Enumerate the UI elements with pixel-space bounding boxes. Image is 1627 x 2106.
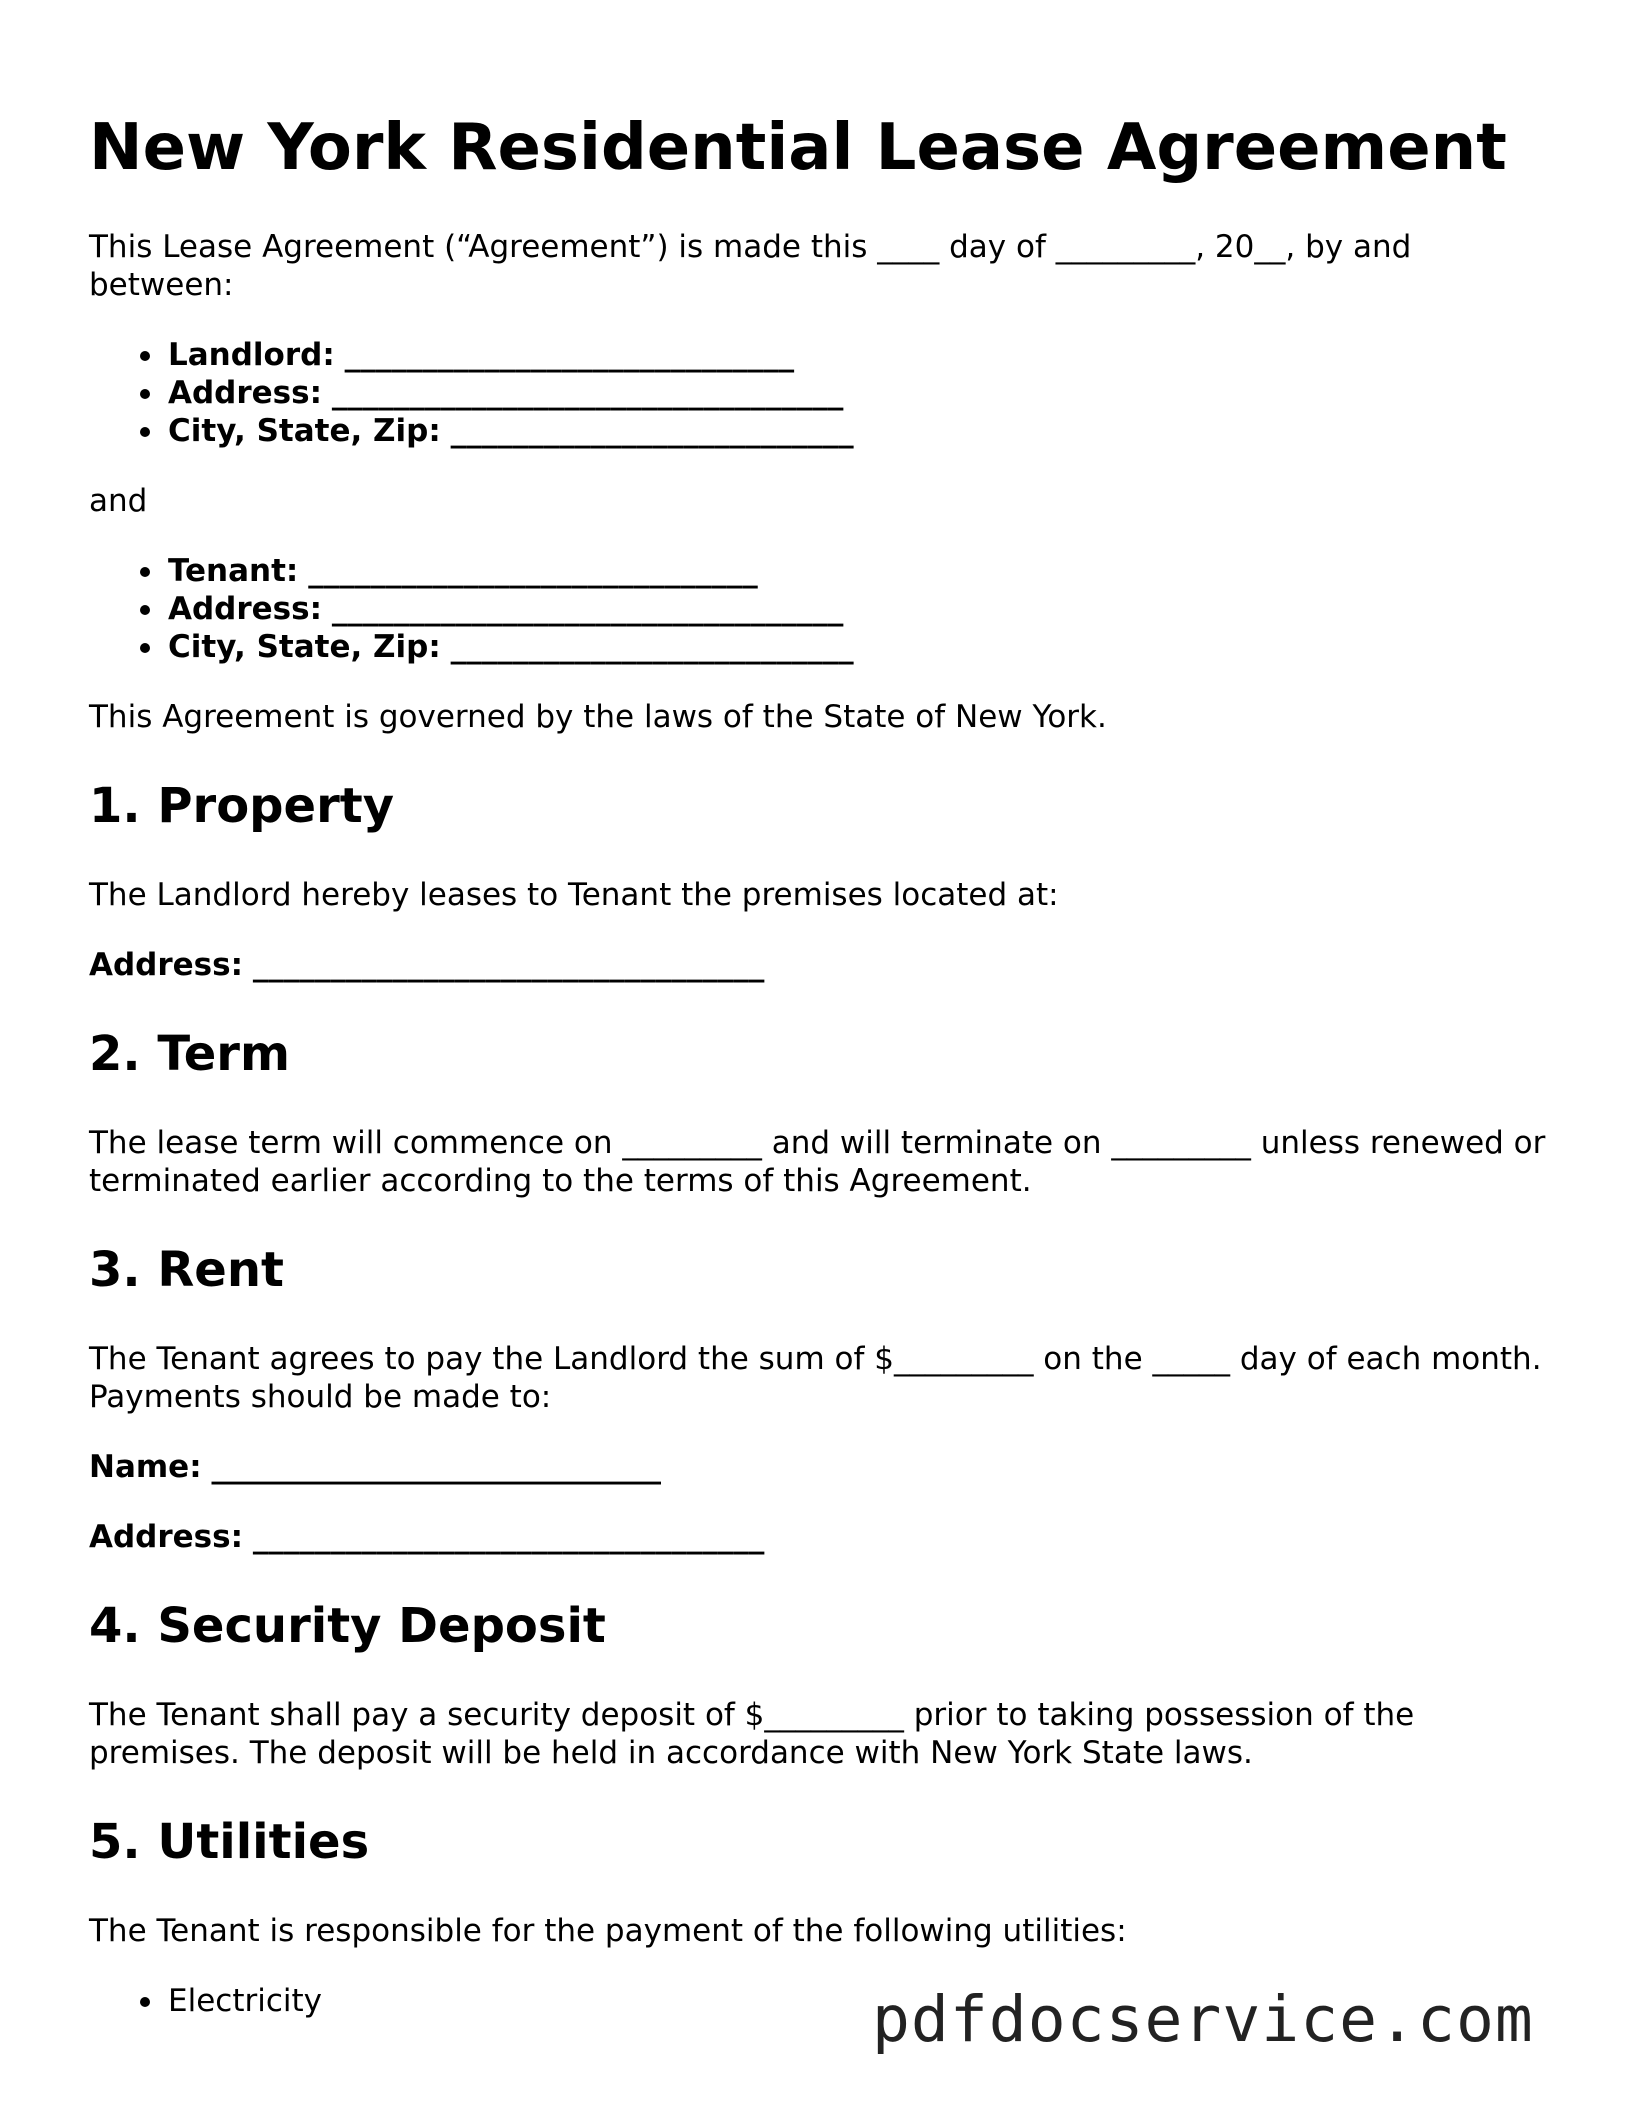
field-label: Address: [168, 375, 322, 411]
section-heading-deposit: 4. Security Deposit [89, 1598, 606, 1654]
blank-line: _________________________________ [252, 947, 765, 983]
rent-address-line [89, 1518, 1549, 1556]
blank-line: __________________________ [450, 629, 854, 665]
tenant-list [89, 552, 1549, 666]
blank-line: _________________________________ [331, 375, 844, 411]
utility-item: Electricity [168, 1982, 1549, 2020]
governing-law-text: This Agreement is governed by the laws of the State of New York. [89, 699, 1107, 735]
property-address-line [89, 946, 1549, 984]
blank-line: _____________________________ [344, 337, 795, 373]
field-label: Address: [89, 947, 243, 983]
field-label: City, State, Zip: [168, 629, 441, 665]
field-label: Tenant: [168, 553, 299, 589]
deposit-text: The Tenant shall pay a security deposit of $_________ prior to taking possession of the premises. The deposit will be held in accordance with New York State laws. [89, 1697, 1415, 1771]
and-text: and [89, 483, 148, 519]
property-text: The Landlord hereby leases to Tenant the premises located at: [89, 877, 1059, 913]
blank-line: _____________________________ [211, 1449, 661, 1485]
tenant-address-item [168, 590, 1549, 628]
document-title: New York Residential Lease Agreement [89, 111, 1507, 185]
term-text: The lease term will commence on _________ and will terminate on _________ unless renewed or terminated earlier according to the terms of this Agreement. [89, 1125, 1546, 1199]
section-heading-utilities: 5. Utilities [89, 1814, 370, 1870]
watermark-text: pdfdocservice.com [872, 1983, 1534, 2056]
document-page [89, 110, 1549, 2052]
rent-text: The Tenant agrees to pay the Landlord the sum of $_________ on the _____ day of each month. Payments should be made to: [89, 1341, 1542, 1415]
landlord-city-item [168, 412, 1549, 450]
field-label: Landlord: [168, 337, 335, 373]
section-heading-rent: 3. Rent [89, 1242, 284, 1298]
tenant-city-item [168, 628, 1549, 666]
landlord-list [89, 336, 1549, 450]
intro-paragraph: This Lease Agreement (“Agreement”) is made this ____ day of _________, 20__, by and between: [89, 229, 1412, 303]
landlord-item [168, 336, 1549, 374]
blank-line: _____________________________ [308, 553, 758, 589]
blank-line: __________________________ [450, 413, 854, 449]
blank-line: _________________________________ [252, 1519, 765, 1555]
utilities-text: The Tenant is responsible for the payment of the following utilities: [89, 1913, 1127, 1949]
section-heading-term: 2. Term [89, 1026, 290, 1082]
landlord-address-item [168, 374, 1549, 412]
rent-name-line [89, 1448, 1549, 1486]
field-label: Address: [168, 591, 322, 627]
section-heading-property: 1. Property [89, 778, 394, 834]
field-label: City, State, Zip: [168, 413, 441, 449]
field-label: Name: [89, 1449, 202, 1485]
field-label: Address: [89, 1519, 243, 1555]
tenant-item [168, 552, 1549, 590]
blank-line: _________________________________ [331, 591, 844, 627]
